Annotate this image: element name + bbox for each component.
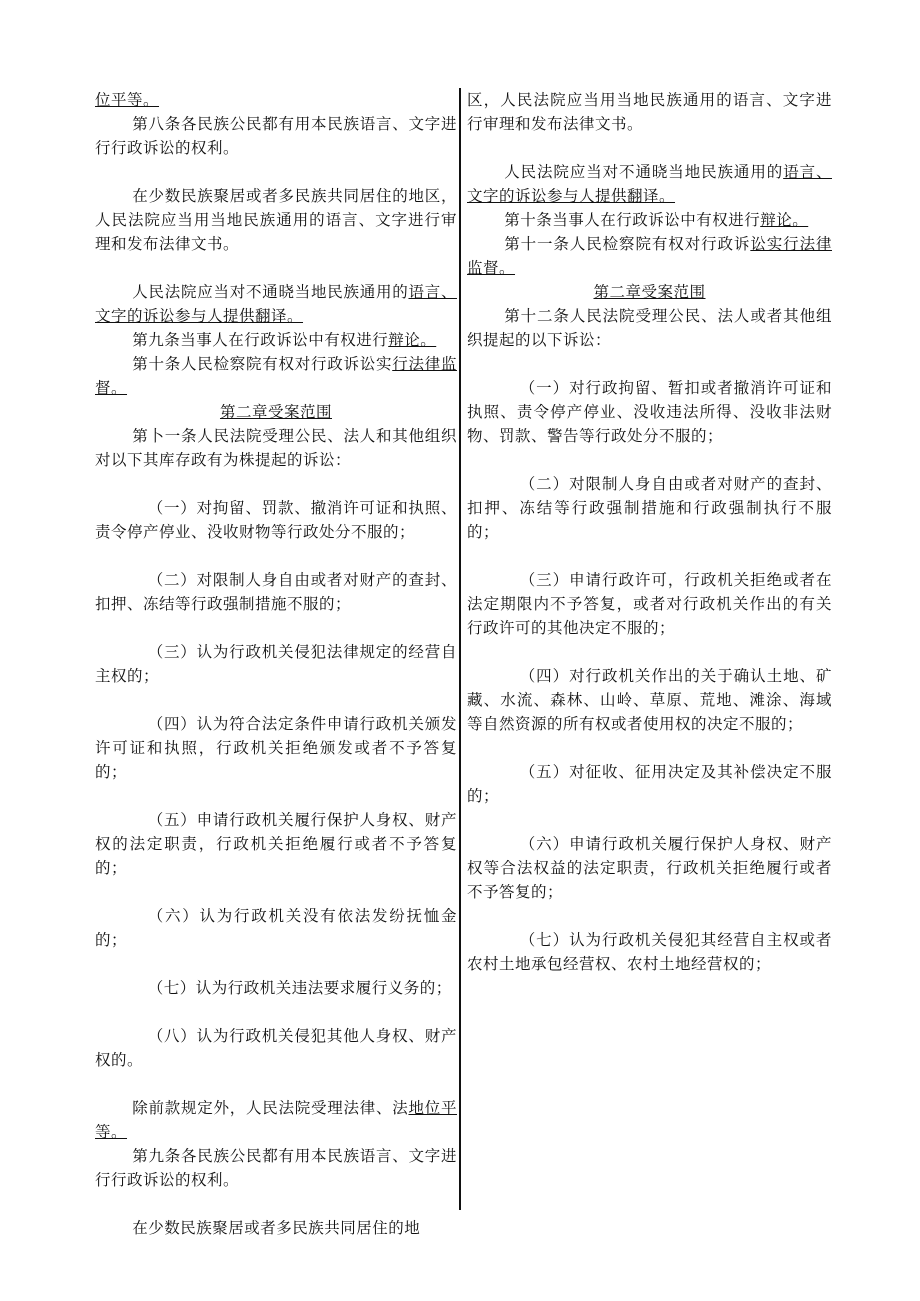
- text-run: 第八条各民族公民都有用本民族语言、文字进行行政诉讼的权利。: [95, 115, 457, 157]
- paragraph: [467, 760, 832, 808]
- text-run: （五）申请行政机关履行保护人身权、财产权的法定职责，行政机关拒绝履行或者不予答复的；: [95, 811, 457, 877]
- paragraph: [467, 664, 832, 736]
- paragraph: [467, 928, 832, 976]
- text-run: （五）对征收、征用决定及其补偿决定不服的；: [467, 763, 832, 805]
- paragraph: [95, 568, 457, 616]
- underlined-text: 位平等。: [95, 91, 160, 109]
- underlined-text: 语言、文字的诉讼参与人提供翻译。: [467, 163, 832, 205]
- paragraph: [95, 1024, 457, 1072]
- text-run: （六）认为行政机关没有依法发纷抚恤金的；: [95, 907, 457, 949]
- text-run: （二）对限制人身自由或者对财产的查封、扣押、冻结等行政强制措施和行政强制执行不服的；: [467, 475, 832, 541]
- chapter-heading: [467, 280, 832, 304]
- paragraph: [467, 232, 832, 280]
- text-run: （六）申请行政机关履行保护人身权、财产权等合法权益的法定职责，行政机关拒绝履行或者不予答复的；: [467, 835, 832, 901]
- text-run: （三）认为行政机关侵犯法律规定的经营自主权的；: [95, 643, 457, 685]
- text-run: （三）申请行政许可，行政机关拒绝或者在法定期限内不予答复，或者对行政机关作出的有关行政许可的其他决定不服的；: [467, 571, 832, 637]
- paragraph: [95, 352, 457, 400]
- paragraph: [95, 640, 457, 688]
- text-run: 在少数民族聚居或者多民族共同居住的地区，人民法院应当用当地民族通用的语言、文字进行审理和发布法律文书。: [95, 187, 457, 253]
- text-run: 第十一条人民检察院有权对行政诉: [504, 235, 751, 253]
- text-run: 第十条人民检察院有权对行政诉讼实: [132, 355, 393, 373]
- text-run: 人民法院应当对不通晓当地民族通用的: [504, 163, 784, 181]
- text-run: （七）认为行政机关违法要求履行义务的；: [147, 979, 452, 997]
- paragraph: [95, 328, 457, 352]
- text-run: 区，人民法院应当用当地民族通用的语言、文字进行审理和发布法律文书。: [467, 91, 832, 133]
- text-run: 第卜一条人民法院受理公民、法人和其他组织对以下其库存政有为株提起的诉讼：: [95, 427, 457, 469]
- paragraph: [95, 1096, 457, 1144]
- text-run: 在少数民族聚居或者多民族共同居住的地: [132, 1219, 421, 1237]
- paragraph: [467, 832, 832, 904]
- paragraph: [95, 112, 457, 160]
- paragraph: [95, 496, 457, 544]
- text-run: （一）对拘留、罚款、撤消许可证和执照、责令停产停业、没收财物等行政处分不服的；: [95, 499, 457, 541]
- text-run: 除前款规定外，人民法院受理法律、法: [132, 1099, 409, 1117]
- underlined-text: 讼实行法律监督。: [467, 235, 832, 277]
- text-run: （一）对行政拘留、暂扣或者撤消许可证和执照、责令停产停业、没收违法所得、没收非法财物、罚款、警告等行政处分不服的；: [467, 379, 832, 445]
- underlined-text: 辩论。: [760, 211, 809, 229]
- paragraph: [95, 712, 457, 784]
- text-run: 第二章受案范围: [593, 283, 706, 301]
- text-run: 第十二条人民法院受理公民、法人或者其他组织提起的以下诉讼：: [467, 307, 832, 349]
- text-run: （七）认为行政机关侵犯其经营自主权或者农村土地承包经营权、农村土地经营权的；: [467, 931, 832, 973]
- paragraph: [467, 208, 832, 232]
- paragraph: [467, 304, 832, 352]
- underlined-text: 行法律监督。: [95, 355, 457, 397]
- paragraph: [467, 88, 832, 136]
- paragraph: [95, 1144, 457, 1192]
- text-run: （八）认为行政机关侵犯其他人身权、财产权的。: [95, 1027, 457, 1069]
- text-run: （四）对行政机关作出的关于确认土地、矿藏、水流、森林、山岭、草原、荒地、滩涂、海域等自然资源的所有权或者使用权的决定不服的；: [467, 667, 832, 733]
- text-run: （四）认为符合法定条件申请行政机关颁发许可证和执照，行政机关拒绝颁发或者不予答复的；: [95, 715, 457, 781]
- text-run: 第九条当事人在行政诉讼中有权进行: [132, 331, 389, 349]
- paragraph: [95, 184, 457, 256]
- paragraph: [467, 376, 832, 448]
- paragraph: [95, 808, 457, 880]
- text-run: 第九条各民族公民都有用本民族语言、文字进行行政诉讼的权利。: [95, 1147, 457, 1189]
- paragraph: [467, 568, 832, 640]
- column-divider: [459, 88, 461, 1210]
- underlined-text: 语言、文字的诉讼参与人提供翻译。: [95, 283, 457, 325]
- paragraph: [467, 472, 832, 544]
- paragraph: [95, 280, 457, 328]
- text-run: （二）对限制人身自由或者对财产的查封、扣押、冻结等行政强制措施不服的；: [95, 571, 457, 613]
- paragraph: [95, 904, 457, 952]
- paragraph: [467, 160, 832, 208]
- text-run: 第二章受案范围: [219, 403, 332, 421]
- paragraph: [95, 1216, 457, 1240]
- text-run: 人民法院应当对不通晓当地民族通用的: [132, 283, 409, 301]
- left-column: [95, 88, 457, 1240]
- paragraph: [95, 88, 457, 112]
- text-run: 第十条当事人在行政诉讼中有权进行: [504, 211, 761, 229]
- right-column: [467, 88, 832, 976]
- underlined-text: 地位平等。: [95, 1099, 457, 1141]
- paragraph: [95, 976, 457, 1000]
- paragraph: [95, 424, 457, 472]
- chapter-heading: [95, 400, 457, 424]
- underlined-text: 辩论。: [388, 331, 437, 349]
